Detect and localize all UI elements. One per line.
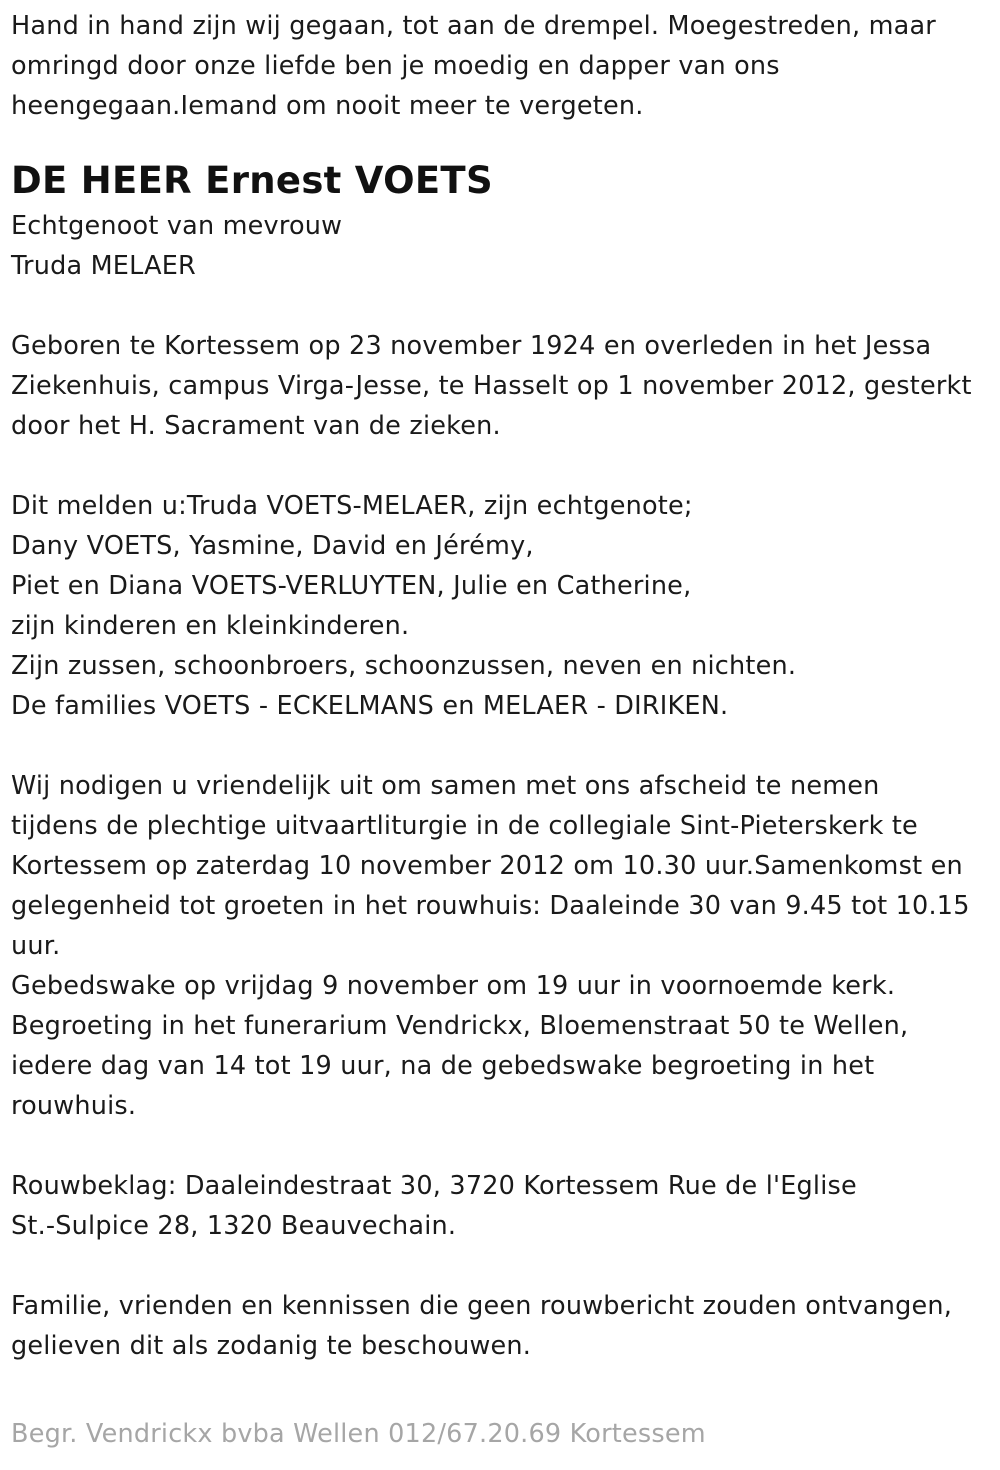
birth-death-line: Ziekenhuis, campus Virga-Jesse, te Hasselt op 1 november 2012, gesterkt bbox=[11, 371, 972, 401]
deceased-section bbox=[11, 156, 991, 286]
condolences-line: Rouwbeklag: Daaleindestraat 30, 3720 Kortessem Rue de l'Eglise bbox=[11, 1171, 857, 1201]
ceremony-line: Gebedswake op vrijdag 9 november om 19 uur in voornoemde kerk. bbox=[11, 971, 896, 1001]
family-line: Dit melden u:Truda VOETS-MELAER, zijn echtgenote; bbox=[11, 491, 693, 521]
spacer bbox=[11, 286, 991, 326]
notice-line: gelieven dit als zodanig te beschouwen. bbox=[11, 1331, 532, 1361]
family-line: Dany VOETS, Yasmine, David en Jérémy, bbox=[11, 531, 534, 561]
notice-section bbox=[11, 1286, 991, 1366]
family-line: De families VOETS - ECKELMANS en MELAER - DIRIKEN. bbox=[11, 691, 729, 721]
family-section bbox=[11, 486, 991, 726]
birth-death-section bbox=[11, 326, 991, 446]
ceremony-line: tijdens de plechtige uitvaartliturgie in de collegiale Sint-Pieterskerk te bbox=[11, 811, 918, 841]
spouse-line: Echtgenoot van mevrouw bbox=[11, 211, 343, 241]
ceremony-line: iedere dag van 14 tot 19 uur, na de gebedswake begroeting in het bbox=[11, 1051, 875, 1081]
funeral-home-footer: Begr. Vendrickx bvba Wellen 012/67.20.69 Kortessem bbox=[11, 1419, 706, 1449]
spacer bbox=[11, 1126, 991, 1166]
obituary-notice bbox=[11, 6, 991, 1366]
deceased-name: DE HEER Ernest VOETS bbox=[11, 159, 493, 202]
family-line: Piet en Diana VOETS-VERLUYTEN, Julie en Catherine, bbox=[11, 571, 692, 601]
ceremony-section bbox=[11, 766, 991, 1126]
birth-death-line: Geboren te Kortessem op 23 november 1924 en overleden in het Jessa bbox=[11, 331, 932, 361]
spacer bbox=[11, 126, 991, 148]
ceremony-line: uur. bbox=[11, 931, 61, 961]
family-line: Zijn zussen, schoonbroers, schoonzussen, neven en nichten. bbox=[11, 651, 797, 681]
intro-line: heengegaan.Iemand om nooit meer te vergeten. bbox=[11, 91, 644, 121]
spacer bbox=[11, 446, 991, 486]
ceremony-line: gelegenheid tot groeten in het rouwhuis: Daaleinde 30 van 9.45 tot 10.15 bbox=[11, 891, 970, 921]
ceremony-line: Begroeting in het funerarium Vendrickx, Bloemenstraat 50 te Wellen, bbox=[11, 1011, 909, 1041]
intro-line: omringd door onze liefde ben je moedig en dapper van ons bbox=[11, 51, 780, 81]
condolences-section bbox=[11, 1166, 991, 1246]
spouse-name: Truda MELAER bbox=[11, 251, 196, 281]
ceremony-line: Wij nodigen u vriendelijk uit om samen met ons afscheid te nemen bbox=[11, 771, 880, 801]
ceremony-line: Kortessem op zaterdag 10 november 2012 om 10.30 uur.Samenkomst en bbox=[11, 851, 963, 881]
family-line: zijn kinderen en kleinkinderen. bbox=[11, 611, 410, 641]
spacer bbox=[11, 726, 991, 766]
intro-section bbox=[11, 6, 991, 126]
notice-line: Familie, vrienden en kennissen die geen rouwbericht zouden ontvangen, bbox=[11, 1291, 953, 1321]
ceremony-line: rouwhuis. bbox=[11, 1091, 137, 1121]
condolences-line: St.-Sulpice 28, 1320 Beauvechain. bbox=[11, 1211, 457, 1241]
spacer bbox=[11, 1246, 991, 1286]
intro-line: Hand in hand zijn wij gegaan, tot aan de drempel. Moegestreden, maar bbox=[11, 11, 936, 41]
birth-death-line: door het H. Sacrament van de zieken. bbox=[11, 411, 501, 441]
